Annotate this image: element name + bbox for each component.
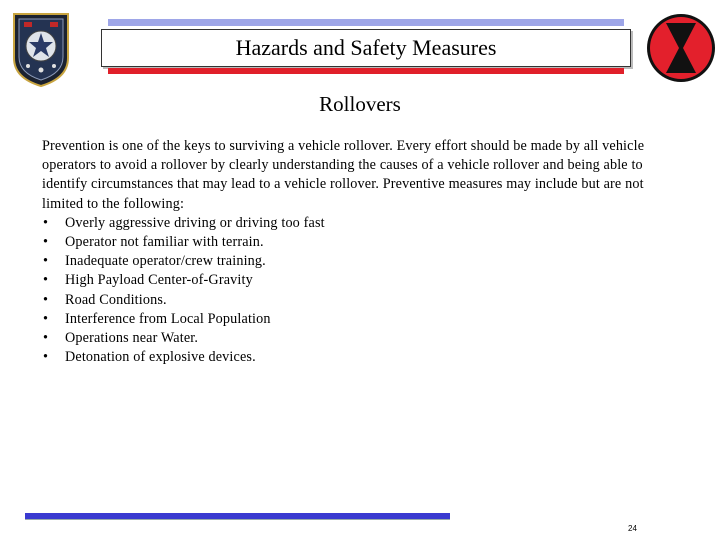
army-unit-crest-icon [8,8,74,88]
list-item: • Detonation of explosive devices. [42,348,677,367]
prevention-list [42,214,677,368]
list-item: • Inadequate operator/crew training. [42,252,677,271]
list-item: • Overly aggressive driving or driving too fast [42,214,677,233]
slide-body [42,137,677,367]
footer-bar-shadow [25,519,450,520]
header-bottom-bar [108,68,624,74]
list-item: • Road Conditions. [42,291,677,310]
list-item: • High Payload Center-of-Gravity [42,271,677,290]
hourglass-division-patch-icon [646,13,716,83]
header-title-box [101,29,631,67]
slide-subtitle: Rollovers [319,92,401,116]
list-item: • Operator not familiar with terrain. [42,233,677,252]
header-top-bar [108,19,624,26]
page-title: Hazards and Safety Measures [235,35,497,60]
list-item: • Interference from Local Population [42,310,677,329]
intro-paragraph: Prevention is one of the keys to surviving a vehicle rollover. Every effort should be made by all vehicle operators to avoid a rollover by clearly understanding the causes of a vehicle rollover and being able to identify circumstances that may lead to a vehicle rollover. Preventive measures may include but are not limited to the following: [42,138,645,212]
list-item: • Operations near Water. [42,329,677,348]
page-number: 24 [628,524,637,533]
